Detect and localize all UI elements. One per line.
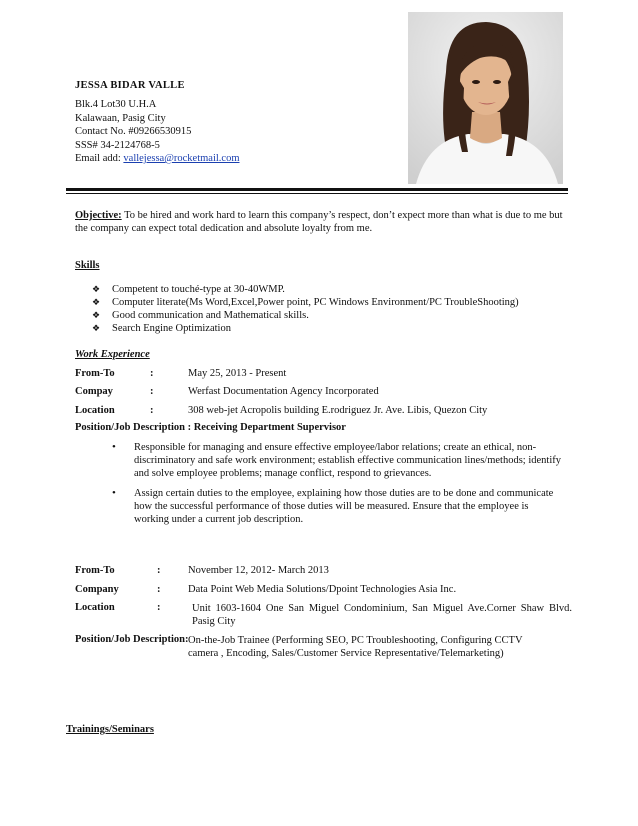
job2-position-value: On-the-Job Trainee (Performing SEO, PC Troubleshooting, Configuring CCTV camera , Encoding, Sales/Customer Service Representative/Telemarketing) [188,635,523,659]
address-line-2: Kalawaan, Pasig City [75,112,166,124]
job1-duty-1: • Responsible for managing and ensure effective employee/labor relations; create an ethical, non-discriminatory and safe work environment; establish effective communication lines/methods; identify and solve employee problems; manage conflict, respond to grievances. [112,441,561,479]
work-experience-heading: Work Experience [75,349,150,360]
skills-list [92,283,519,335]
header-divider-thin [66,193,568,194]
bullet-icon: • [112,441,116,453]
profile-photo [408,12,563,184]
objective-section [75,209,567,235]
contact-number: Contact No. #09266530915 [75,126,192,137]
email-line [75,152,240,166]
contact-block [75,98,240,166]
diamond-bullet-icon: ❖ [92,310,101,320]
email-link[interactable]: vallejessa@rocketmail.com [123,153,240,164]
objective-label: Objective: [75,210,122,221]
job1-company-value: Werfast Documentation Agency Incorporated [188,386,379,397]
job2-location-colon: : [157,602,161,613]
job1-location-colon: : [150,405,154,416]
email-label: Email add: [75,153,124,164]
job1-from-value: May 25, 2013 - Present [188,368,287,379]
job2-position-label: Position/Job Description: [75,634,189,645]
objective-text: To be hired and work hard to learn this company’s respect, don’t expect more than what is due to me but the company can expect total dedication and absolute loyalty from me. [75,210,563,234]
job1-company-label: Compay [75,386,113,397]
trainings-heading: Trainings/Seminars [66,724,154,735]
job1-company-colon: : [150,386,154,397]
list-item: ❖ Good communication and Mathematical skills. [92,310,309,321]
job1-duty-2: • Assign certain duties to the employee, explaining how those duties are to be done and communicate how the successful performance of those duties will be measured. Ensure that the employee is working under a current job description. [112,487,554,525]
address-line-1: Blk.4 Lot30 U.H.A [75,99,157,110]
job1-location-label: Location [75,405,115,416]
job1-from-label: From-To [75,368,115,379]
list-item: ❖ Search Engine Optimization [92,323,231,334]
list-item: ❖ Computer literate(Ms Word,Excel,Power point, PC Windows Environment/PC TroubleShooting) [92,297,519,308]
job2-from-colon: : [157,565,161,576]
job1-from-colon: : [150,368,154,379]
job1-position-value: Receiving Department Supervisor [193,422,346,433]
diamond-bullet-icon: ❖ [92,323,101,333]
job2-company-value: Data Point Web Media Solutions/Dpoint Technologies Asia Inc. [188,584,457,595]
job1-position [75,422,346,433]
job2-company-label: Company [75,584,119,595]
diamond-bullet-icon: ❖ [92,284,101,294]
job2-company-colon: : [157,584,161,595]
sss-number: SSS# 34-2124768-5 [75,139,160,151]
applicant-name: JESSA BIDAR VALLE [75,80,185,91]
list-item: ❖ Competent to touché-type at 30-40WMP. [92,284,285,295]
job1-position-label: Position/Job Description : [75,422,192,433]
job2-location-label: Location [75,602,115,613]
header-divider-thick [66,188,568,191]
skills-heading: Skills [75,260,100,271]
job2-location-value: Unit 1603-1604 One San Miguel Condominium, San Miguel Ave.Corner Shaw Blvd. Pasig City [192,603,572,627]
job2-from-value: November 12, 2012- March 2013 [188,565,329,576]
bullet-icon: • [112,487,116,499]
diamond-bullet-icon: ❖ [92,297,101,307]
job2-from-label: From-To [75,565,115,576]
job1-location-value: 308 web-jet Acropolis building E.rodriguez Jr. Ave. Libis, Quezon City [188,405,488,416]
